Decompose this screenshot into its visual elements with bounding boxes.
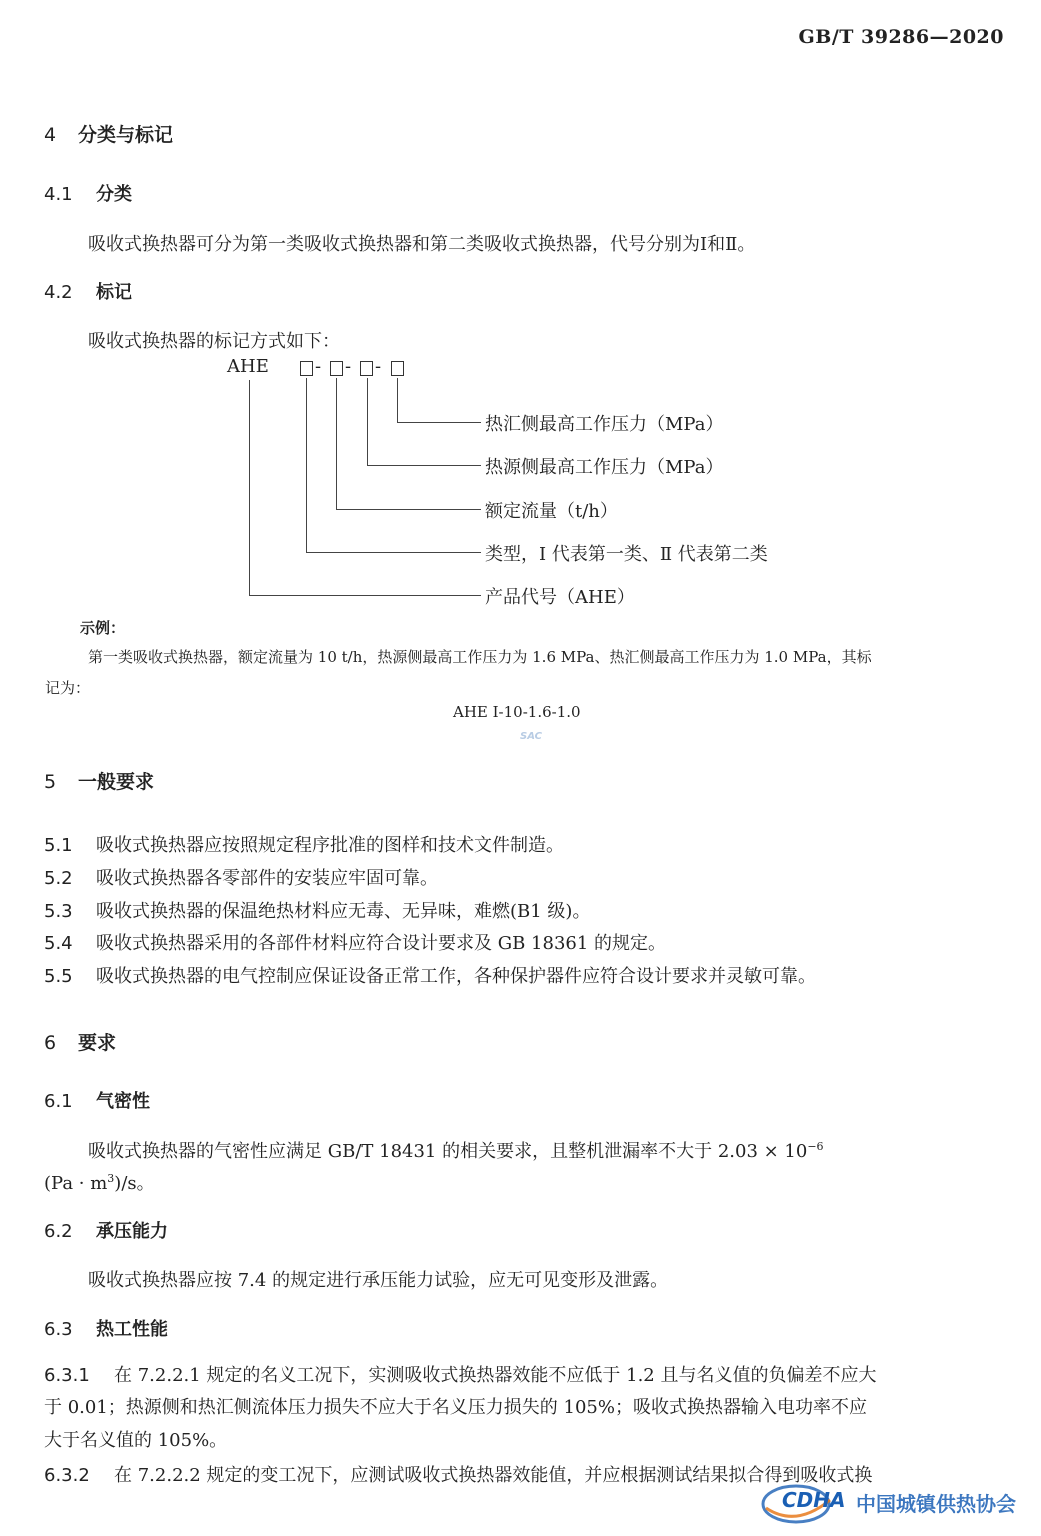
- hyphen: -: [315, 356, 322, 377]
- item-text: 吸收式换热器的保温绝热材料应无毒、无异味，难燃(B1 级)。: [96, 901, 591, 922]
- airtightness-unit: [44, 1169, 155, 1195]
- section-number: 6.3: [44, 1319, 73, 1340]
- sac-stamp: SAC: [520, 731, 542, 742]
- leader-line: [306, 552, 481, 553]
- section-number: 6: [44, 1032, 57, 1054]
- hyphen: -: [345, 356, 352, 377]
- example-code: AHE Ⅰ-10-1.6-1.0: [453, 703, 581, 721]
- leader-line: [249, 380, 250, 595]
- text: )/s。: [114, 1173, 155, 1194]
- leader-line: [397, 378, 398, 422]
- section-title: 承压能力: [96, 1221, 168, 1242]
- marking-label-type: 类型，Ⅰ 代表第一类、Ⅱ 代表第二类: [485, 544, 768, 565]
- requirement-item: [44, 962, 816, 988]
- section-number: 4: [44, 124, 57, 146]
- section-5-heading: [44, 767, 154, 794]
- item-text: 吸收式换热器各零部件的安装应牢固可靠。: [96, 868, 438, 889]
- section-6-3-heading: [44, 1315, 168, 1341]
- text: 在 7.2.2.2 规定的变工况下，应测试吸收式换热器效能值，并应根据测试结果拟合得到吸收式换: [114, 1465, 873, 1486]
- cdha-logo-text: CDHA: [782, 1488, 846, 1512]
- item-number: 5.4: [44, 933, 73, 954]
- section-number: 6.1: [44, 1091, 73, 1112]
- requirement-item: [44, 929, 666, 955]
- section-4-heading: [44, 120, 173, 147]
- text: 在 7.2.2.1 规定的名义工况下，实测吸收式换热器效能不应低于 1.2 且与名义值的负偏差不应大: [114, 1365, 877, 1386]
- pressure-capacity-text: 吸收式换热器应按 7.4 的规定进行承压能力试验，应无可见变形及泄露。: [88, 1270, 669, 1291]
- item-number: 6.3.1: [44, 1365, 90, 1386]
- thermal-performance-text: 于 0.01；热源侧和热汇侧流体压力损失不应大于名义压力损失的 105%；吸收式换热器输入电功率不应: [44, 1397, 867, 1418]
- exponent: −6: [807, 1140, 824, 1153]
- item-number: 5.2: [44, 868, 73, 889]
- marking-label-sink-pressure: 热汇侧最高工作压力（MPa）: [485, 414, 724, 435]
- section-title: 热工性能: [96, 1319, 168, 1340]
- thermal-performance-6-3-1: [44, 1361, 876, 1387]
- section-number: 6.2: [44, 1221, 73, 1242]
- placeholder-box-sink-pressure: [391, 361, 404, 376]
- section-title: 气密性: [96, 1091, 150, 1112]
- leader-line: [306, 378, 307, 552]
- section-number: 4.1: [44, 184, 73, 205]
- example-text: 第一类吸收式换热器，额定流量为 10 t/h，热源侧最高工作压力为 1.6 MPa、热汇侧最高工作压力为 1.0 MPa，其标: [88, 648, 872, 666]
- section-4-2-heading: [44, 278, 132, 304]
- item-text: 吸收式换热器应按照规定程序批准的图样和技术文件制造。: [96, 835, 564, 856]
- section-title: 分类: [96, 184, 132, 205]
- leader-line: [397, 422, 481, 423]
- section-title: 分类与标记: [78, 124, 174, 146]
- association-watermark: [760, 1478, 1030, 1528]
- section-6-2-heading: [44, 1217, 168, 1243]
- section-title: 要求: [78, 1032, 117, 1054]
- marking-label-source-pressure: 热源侧最高工作压力（MPa）: [485, 457, 724, 478]
- section-title: 标记: [96, 282, 132, 303]
- item-number: 5.5: [44, 966, 73, 987]
- airtightness-text: [88, 1137, 824, 1163]
- section-title: 一般要求: [78, 771, 155, 793]
- section-number: 4.2: [44, 282, 73, 303]
- leader-line: [336, 378, 337, 509]
- requirement-item: [44, 831, 564, 857]
- item-text: 吸收式换热器采用的各部件材料应符合设计要求及 GB 18361 的规定。: [96, 933, 667, 954]
- hyphen: -: [375, 356, 382, 377]
- placeholder-box-flow: [330, 361, 343, 376]
- item-number: 5.1: [44, 835, 73, 856]
- requirement-item: [44, 864, 438, 890]
- placeholder-box-type: [300, 361, 313, 376]
- section-6-1-heading: [44, 1087, 150, 1113]
- leader-line: [336, 509, 481, 510]
- marking-label-product-code: 产品代号（AHE）: [485, 587, 635, 608]
- section-4-1-text: 吸收式换热器可分为第一类吸收式换热器和第二类吸收式换热器，代号分别为Ⅰ和Ⅱ。: [88, 234, 756, 255]
- leader-line: [249, 595, 481, 596]
- section-6-heading: [44, 1028, 116, 1055]
- standard-code: GB/T 39286—2020: [798, 26, 1004, 48]
- thermal-performance-6-3-2: [44, 1461, 872, 1487]
- text: (Pa · m: [44, 1173, 108, 1194]
- item-number: 5.3: [44, 901, 73, 922]
- thermal-performance-text: 大于名义值的 105%。: [44, 1430, 228, 1451]
- requirement-item: [44, 897, 590, 923]
- placeholder-box-source-pressure: [360, 361, 373, 376]
- leader-line: [367, 465, 481, 466]
- association-name: 中国城镇供热协会: [856, 1492, 1016, 1516]
- section-4-1-heading: [44, 180, 132, 206]
- item-number: 6.3.2: [44, 1465, 90, 1486]
- marking-prefix: AHE: [227, 356, 269, 377]
- marking-intro: 吸收式换热器的标记方式如下：: [88, 331, 340, 352]
- item-text: 吸收式换热器的电气控制应保证设备正常工作，各种保护器件应符合设计要求并灵敏可靠。: [96, 966, 816, 987]
- example-text: 记为：: [45, 679, 91, 697]
- marking-label-flow: 额定流量（t/h）: [485, 501, 618, 522]
- text: 吸收式换热器的气密性应满足 GB/T 18431 的相关要求，且整机泄漏率不大于 2.03 × 10: [88, 1141, 808, 1162]
- leader-line: [367, 378, 368, 465]
- example-label: 示例：: [80, 619, 126, 637]
- exponent: 3: [107, 1172, 115, 1185]
- section-number: 5: [44, 771, 57, 793]
